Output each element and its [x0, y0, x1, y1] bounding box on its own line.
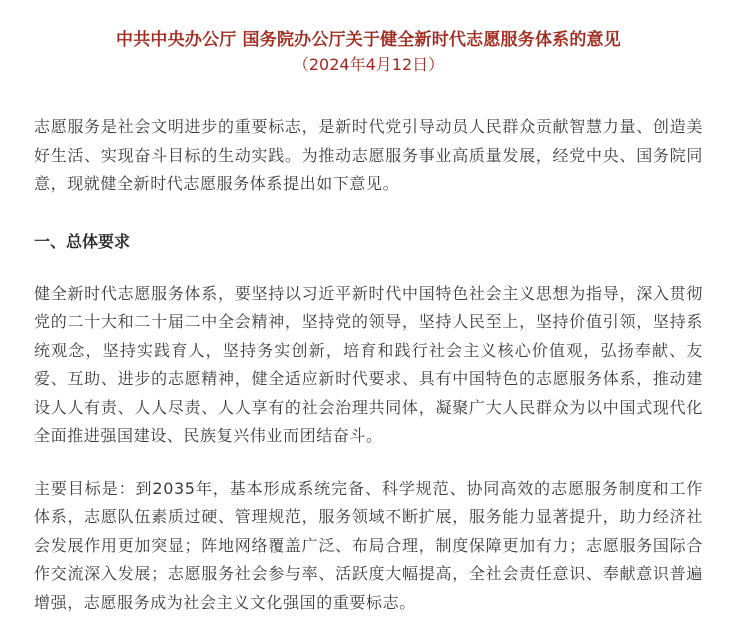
document-title: 中共中央办公厅 国务院办公厅关于健全新时代志愿服务体系的意见: [116, 30, 621, 50]
intro-paragraph: 志愿服务是社会文明进步的重要标志，是新时代党引导动员人民群众贡献智慧力量、创造美好生活、实现奋斗目标的生动实践。为推动志愿服务事业高质量发展，经党中央、国务院同意，现就健全新时代志愿服务体系提出如下意见。: [34, 117, 703, 193]
document-page: [0, 28, 733, 636]
section-heading: 一、总体要求: [34, 231, 131, 251]
goals-paragraph: 主要目标是：到2035年，基本形成系统完备、科学规范、协同高效的志愿服务制度和工作体系，志愿队伍素质过硬、管理规范，服务领域不断扩展，服务能力显著提升，助力经济社会发展作用更加突显；阵地网络覆盖广泛、布局合理，制度保障更加有力；志愿服务国际合作交流深入发展；志愿服务社会参与率、活跃度大幅提高，全社会责任意识、奉献意识普遍增强，志愿服务成为社会主义文化强国的重要标志。: [34, 478, 703, 612]
document-date: （2024年4月12日）: [292, 55, 445, 74]
body-paragraph: 健全新时代志愿服务体系，要坚持以习近平新时代中国特色社会主义思想为指导，深入贯彻党的二十大和二十届二中全会精神，坚持党的领导，坚持人民至上，坚持价值引领，坚持系统观念，坚持实践育人，坚持务实创新，培育和践行社会主义核心价值观，弘扬奉献、友爱、互助、进步的志愿精神，健全适应新时代要求、具有中国特色的志愿服务体系，推动建设人人有责、人人尽责、人人享有的社会治理共同体，凝聚广大人民群众为以中国式现代化全面推进强国建设、民族复兴伟业而团结奋斗。: [34, 283, 703, 445]
